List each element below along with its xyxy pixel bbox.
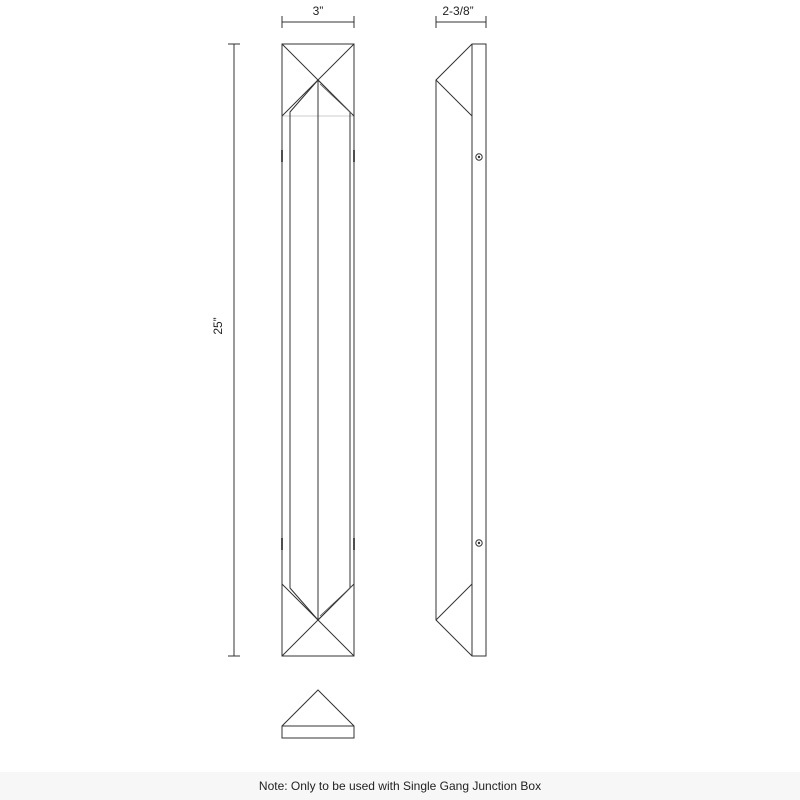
end-view	[282, 690, 354, 738]
height-label: 25”	[211, 317, 225, 335]
side-depth-label: 2-3/8”	[442, 4, 474, 18]
side-depth-dimension	[436, 4, 486, 28]
front-view	[282, 44, 354, 656]
installation-note: Note: Only to be used with Single Gang Junction Box	[0, 772, 800, 800]
height-dimension	[211, 44, 240, 656]
side-view	[436, 44, 486, 656]
front-width-label: 3”	[312, 4, 324, 18]
front-width-dimension	[282, 4, 354, 28]
